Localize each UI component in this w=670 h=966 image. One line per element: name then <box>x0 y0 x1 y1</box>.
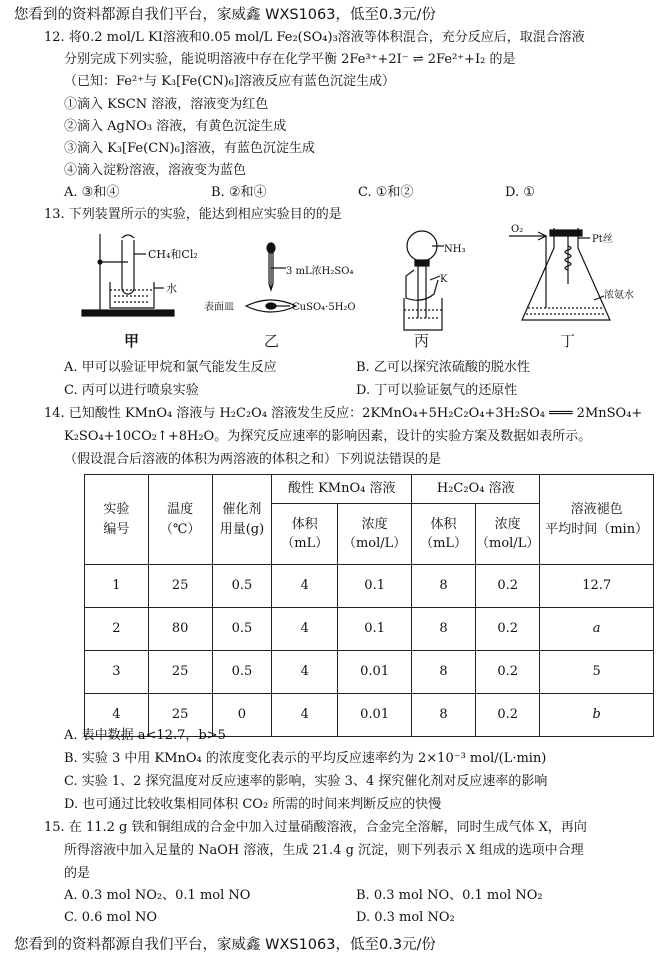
q13-figure <box>64 224 654 354</box>
q12-item-1: ①滴入 KSCN 溶液，溶液变为红色 <box>64 97 269 112</box>
q14-option-c[interactable]: C. 实验 1、2 探究温度对反应速率的影响，实验 3、4 探究催化剂对反应速率的影响 <box>64 774 548 789</box>
table-row: 1 25 0.5 4 0.1 8 0.2 12.7 <box>85 565 654 608</box>
q15-line1: 15. 在 11.2 g 铁和铜组成的合金中加入过量硝酸溶液，合金完全溶解，同时生成气体 X，再向 <box>44 820 587 835</box>
q12-line2: 分别完成下列实验，能说明溶液中存在化学平衡 2Fe³⁺+2I⁻ ⇌ 2Fe²⁺+I₂ 的是 <box>64 52 516 67</box>
label-nh3-bing: NH₃ <box>444 244 466 255</box>
q15-option-b[interactable]: B. 0.3 mol NO、0.1 mol NO₂ <box>356 888 543 903</box>
q12-option-a[interactable]: A. ③和④ <box>64 185 120 200</box>
watermark-bottom: 您看到的资料都源自我们平台，家威鑫 WXS1063，低至0.3元/份 <box>14 937 436 953</box>
label-jia: 甲 <box>124 332 140 350</box>
table-header-row-1 <box>85 475 654 504</box>
table-row: 3 25 0.5 4 0.01 8 0.2 5 <box>85 651 654 694</box>
header-kmno4-vol: 体积 （mL） <box>272 504 338 565</box>
q14-option-d[interactable]: D. 也可通过比较收集相同体积 CO₂ 所需的时间来判断反应的快慢 <box>64 797 442 812</box>
header-h2c2o4-vol: 体积 （mL） <box>412 504 476 565</box>
q12-item-3: ③滴入 K₃[Fe(CN)₆]溶液，有蓝色沉淀生成 <box>64 141 315 156</box>
q15-options-row1 <box>64 888 654 904</box>
label-pt-wire: Pt丝 <box>592 234 613 245</box>
header-catalyst: 催化剂 用量(g) <box>212 475 272 565</box>
q12-option-b[interactable]: B. ②和④ <box>211 185 267 200</box>
q13-stem: 13. 下列装置所示的实验，能达到相应实验目的的是 <box>44 207 342 222</box>
q13-option-b[interactable]: B. 乙可以探究浓硫酸的脱水性 <box>356 360 530 375</box>
watermark-top: 您看到的资料都源自我们平台，家威鑫 WXS1063，低至0.3元/份 <box>14 7 436 23</box>
q13-option-c[interactable]: C. 丙可以进行喷泉实验 <box>64 383 199 398</box>
label-conc-ammonia: 浓氨水 <box>604 290 634 301</box>
apparatus-ding <box>509 224 634 350</box>
q13-options-row2 <box>64 383 654 399</box>
q14-option-b[interactable]: B. 实验 3 中用 KMnO₄ 的浓度变化表示的平均反应速率约为 2×10⁻³ mol/(L·min) <box>64 751 547 766</box>
q12-item-2: ②滴入 AgNO₃ 溶液，有黄色沉淀生成 <box>64 119 287 134</box>
label-h2so4: 3 mL浓H₂SO₄ <box>286 266 354 277</box>
label-ch4-cl2: CH₄和Cl₂ <box>148 248 198 261</box>
q12-option-d[interactable]: D. ① <box>505 185 535 200</box>
q15-option-c[interactable]: C. 0.6 mol NO <box>64 910 158 925</box>
q14-data-table <box>84 474 654 737</box>
label-k: K <box>440 274 448 285</box>
header-temp: 温度 （℃） <box>148 475 212 565</box>
header-exp-no: 实验 编号 <box>85 475 149 565</box>
q15-options-row2 <box>64 910 654 926</box>
apparatus-bing <box>404 231 465 350</box>
label-cuso4: CuSO₄·5H₂O <box>292 302 356 313</box>
q12-item-4: ④滴入淀粉溶液，溶液变为蓝色 <box>64 163 247 178</box>
header-h2c2o4-conc: 浓度 （mol/L） <box>476 504 540 565</box>
q14-line1: 14. 已知酸性 KMnO₄ 溶液与 H₂C₂O₄ 溶液发生反应：2KMnO₄+5H₂C₂O₄+3H₂SO₄ ═══ 2MnSO₄+ <box>44 406 643 421</box>
q14-option-a[interactable]: A. 表中数据 a<12.7，b>5 <box>64 728 226 743</box>
q12-line1: 12. 将0.2 mol/L KI溶液和0.05 mol/L Fe₂(SO₄)₃溶液等体积混合，充分反应后，取混合溶液 <box>44 30 585 45</box>
q15-line3: 的是 <box>64 866 91 881</box>
label-bing: 丙 <box>414 332 430 350</box>
q13-options-row1 <box>64 360 654 376</box>
header-fade-time: 溶液褪色 平均时间（min） <box>540 475 654 565</box>
apparatus-yi <box>204 243 356 350</box>
header-kmno4: 酸性 KMnO₄ 溶液 <box>272 475 412 504</box>
q14-line3: （假设混合后溶液的体积为两溶液的体积之和）下列说法错误的是 <box>64 452 442 467</box>
q13-option-a[interactable]: A. 甲可以验证甲烷和氯气能发生反应 <box>64 360 277 375</box>
q12-option-c[interactable]: C. ①和② <box>358 185 414 200</box>
label-o2: O₂ <box>511 224 524 235</box>
q12-options <box>64 185 654 201</box>
label-water: 水 <box>166 282 177 295</box>
label-ding: 丁 <box>560 332 576 350</box>
table-row: 2 80 0.5 4 0.1 8 0.2 a <box>85 608 654 651</box>
q15-option-d[interactable]: D. 0.3 mol NO₂ <box>356 910 455 925</box>
apparatus-jia <box>82 234 198 350</box>
header-h2c2o4: H₂C₂O₄ 溶液 <box>412 475 540 504</box>
table-row: 4 25 0 4 0.01 8 0.2 b <box>85 694 654 737</box>
q12-note: （已知：Fe²⁺与 K₃[Fe(CN)₆]溶液反应有蓝色沉淀生成） <box>64 74 395 89</box>
q15-line2: 所得溶液中加入足量的 NaOH 溶液，生成 21.4 g 沉淀，则下列表示 X 组成的选项中合理 <box>64 843 584 858</box>
header-kmno4-conc: 浓度 （mol/L） <box>338 504 412 565</box>
q14-line2: K₂SO₄+10CO₂↑+8H₂O。为探究反应速率的影响因素，设计的实验方案及数据如表所示。 <box>64 429 592 444</box>
label-yi: 乙 <box>264 332 280 350</box>
label-watch-glass: 表面皿 <box>204 302 234 313</box>
q13-option-d[interactable]: D. 丁可以验证氨气的还原性 <box>356 383 518 398</box>
q15-option-a[interactable]: A. 0.3 mol NO₂、0.1 mol NO <box>64 888 251 903</box>
